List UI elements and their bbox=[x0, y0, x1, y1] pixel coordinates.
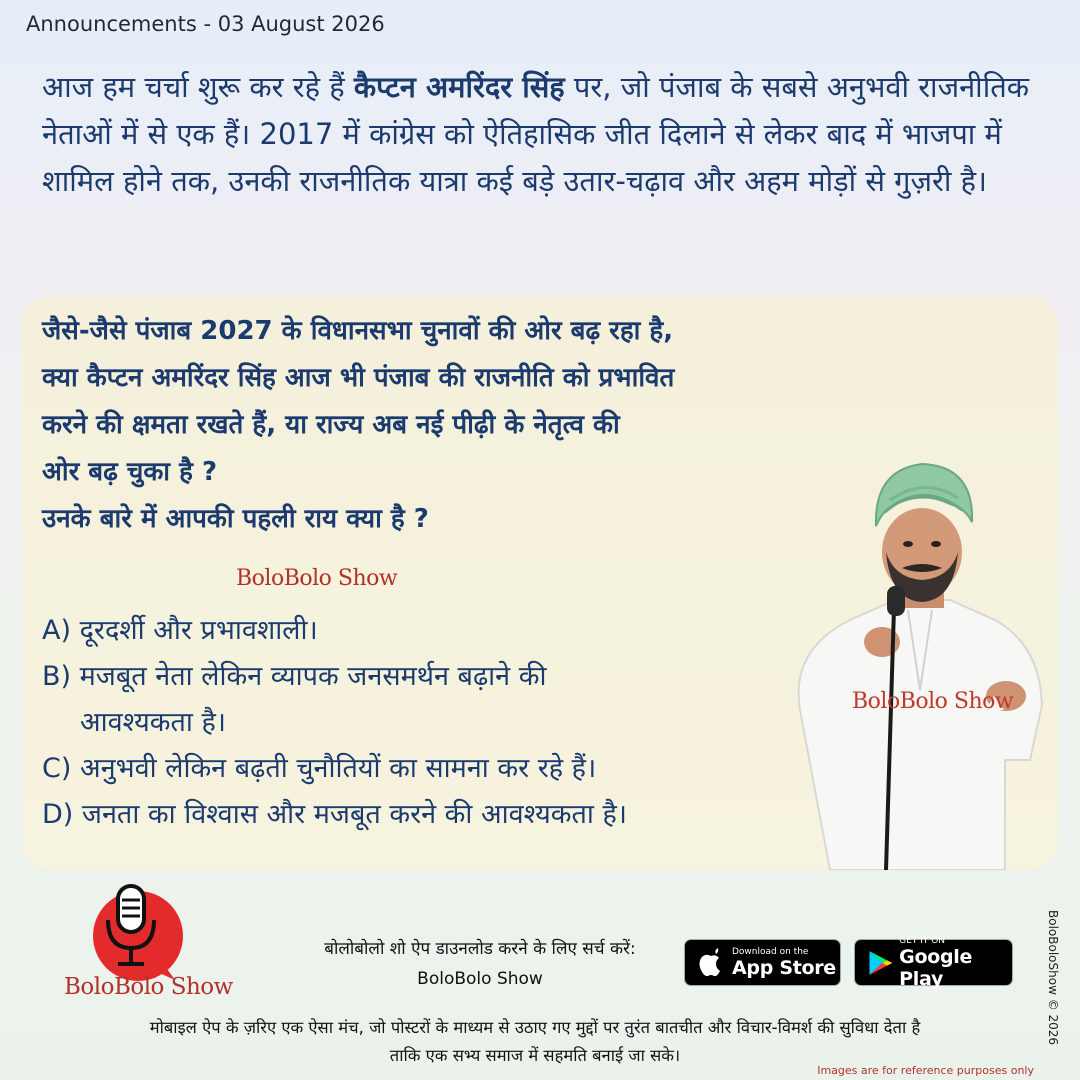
question-line: करने की क्षमता रखते हैं, या राज्य अब नई पीढ़ी के नेतृत्व की bbox=[42, 410, 620, 440]
question-line: उनके बारे में आपकी पहली राय क्या है ? bbox=[42, 504, 429, 534]
question-line: जैसे-जैसे पंजाब 2027 के विधानसभा चुनावों की ओर बढ़ रहा है, bbox=[42, 316, 674, 346]
microphone-logo-icon bbox=[60, 876, 240, 1026]
intro-text-start: आज हम चर्चा शुरू कर रहे हैं bbox=[42, 70, 354, 104]
google-play-icon bbox=[864, 946, 895, 980]
logo-wordmark: BoloBolo Show bbox=[64, 974, 233, 1000]
option-a[interactable]: A) दूरदर्शी और प्रभावशाली। bbox=[42, 615, 318, 646]
footer-line: ताकि एक सभ्य समाज में सहमति बनाई जा सके। bbox=[389, 1046, 681, 1065]
header-title: Announcements - 03 August 2026 bbox=[26, 12, 385, 36]
google-play-label: Google Play bbox=[899, 945, 973, 990]
google-play-button[interactable] bbox=[854, 935, 1013, 990]
apple-icon bbox=[694, 946, 728, 980]
person-illustration bbox=[790, 460, 1050, 870]
app-store-label: App Store bbox=[732, 956, 836, 979]
option-c[interactable]: C) अनुभवी लेकिन बढ़ती चुनौतियों का सामना कर रहे हैं। bbox=[42, 753, 597, 784]
question-line: ओर बढ़ चुका है ? bbox=[42, 457, 218, 487]
download-line: बोलोबोलो शो ऐप डाउनलोड करने के लिए सर्च करें: bbox=[324, 939, 636, 959]
google-play-small-text: GET IT ON bbox=[899, 935, 946, 946]
disclaimer: Images are for reference purposes only bbox=[817, 1064, 1034, 1077]
app-store-small-text: Download on the bbox=[732, 946, 809, 957]
intro-text-end: पर, जो पंजाब के सबसे अनुभवी राजनीतिक नेताओं में से एक हैं। 2017 में कांग्रेस को ऐतिहासिक जीत दिलाने से लेकर बाद में भाजपा में शामिल होने तक, उनकी राजनीतिक यात्रा कई बड़े उतार-चढ़ाव और अहम मोड़ों से गुज़री है। bbox=[42, 70, 1030, 198]
intro-paragraph bbox=[42, 64, 1042, 205]
option-d[interactable]: D) जनता का विश्वास और मजबूत करने की आवश्यकता है। bbox=[42, 799, 628, 830]
watermark-overlay: BoloBolo Show bbox=[852, 689, 1014, 714]
footer-line: मोबाइल ऐप के ज़रिए एक ऐसा मंच, जो पोस्टरों के माध्यम से उठाए गए मुद्दों पर तुरंत बातचीत और विचार-विमर्श की सुविधा देता है bbox=[149, 1018, 921, 1037]
option-b[interactable]: B) मजबूत नेता लेकिन व्यापक जनसमर्थन बढ़ाने की bbox=[42, 661, 547, 692]
option-b-continued[interactable]: आवश्यकता है। bbox=[80, 707, 227, 738]
app-store-button[interactable] bbox=[684, 939, 841, 986]
footer-description bbox=[30, 1014, 1040, 1070]
question-line: क्या कैप्टन अमरिंदर सिंह आज भी पंजाब की राजनीति को प्रभावित bbox=[42, 363, 675, 393]
copyright-vertical bbox=[1042, 910, 1066, 1060]
download-instructions bbox=[290, 934, 670, 994]
watermark: BoloBolo Show bbox=[236, 566, 398, 591]
intro-bold-name: कैप्टन अमरिंदर सिंह bbox=[353, 70, 565, 104]
copyright-text: BoloBoloShow © 2026 bbox=[1046, 910, 1060, 1046]
download-app-name: BoloBolo Show bbox=[417, 969, 543, 989]
poll-options bbox=[42, 608, 782, 838]
